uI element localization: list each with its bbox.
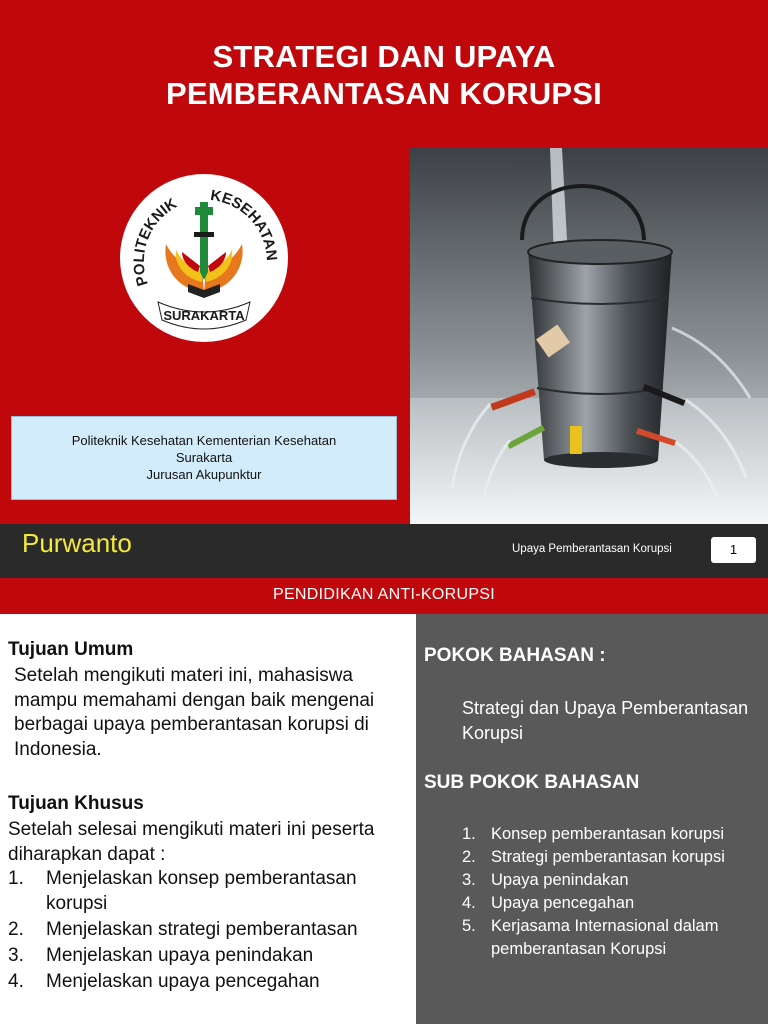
list-item-text: Menjelaskan konsep pemberantasan korupsi <box>46 868 357 914</box>
list-item-number: 2. <box>462 848 476 866</box>
list-item-number: 5. <box>462 917 476 935</box>
general-objective-heading: Tujuan Umum <box>8 639 134 660</box>
specific-objective-text: Setelah selesai mengikuti materi ini peserta diharapkan dapat : <box>8 819 375 865</box>
list-item <box>462 915 762 961</box>
slide-title <box>0 38 768 112</box>
list-item-number: 4. <box>8 970 24 992</box>
list-item <box>8 970 408 995</box>
title-line-2: PEMBERANTASAN KORUPSI <box>166 76 602 111</box>
list-item-text: Menjelaskan upaya penindakan <box>46 944 314 966</box>
list-item-number: 2. <box>8 918 24 940</box>
leaking-bucket-photo <box>410 148 768 524</box>
subtopic-heading: SUB POKOK BAHASAN <box>424 772 640 793</box>
info-line-2: Surakarta <box>175 450 233 465</box>
main-topic-heading: POKOK BAHASAN : <box>424 645 606 666</box>
list-item-number: 3. <box>462 871 476 889</box>
subtopic-list <box>462 823 762 961</box>
list-item-text: Strategi pemberantasan korupsi <box>491 848 725 866</box>
list-item <box>8 867 408 916</box>
list-item-number: 1. <box>462 825 476 843</box>
list-item-number: 3. <box>8 944 24 966</box>
topics-panel <box>416 614 768 1024</box>
specific-objective-heading: Tujuan Khusus <box>8 793 144 814</box>
institution-logo <box>118 172 290 344</box>
logo-arc-text-left: POLITEKNIK <box>130 195 180 288</box>
leaking-bucket-icon <box>410 148 768 524</box>
list-item-text: Menjelaskan upaya pencegahan <box>46 970 320 992</box>
list-item <box>462 846 762 869</box>
list-item-text: Konsep pemberantasan korupsi <box>491 825 724 843</box>
logo-banner-text: SURAKARTA <box>163 308 245 323</box>
list-item <box>8 918 408 943</box>
logo-arc-text-right: KESEHATAN <box>209 186 280 262</box>
footer-caption: Upaya Pemberantasan Korupsi <box>512 543 672 555</box>
section-band-title: PENDIDIKAN ANTI-KORUPSI <box>272 586 496 603</box>
list-item-text: Upaya pencegahan <box>491 894 635 912</box>
page-number: 1 <box>711 537 756 563</box>
list-item <box>462 869 762 892</box>
info-line-1: Politeknik Kesehatan Kementerian Kesehatan <box>71 433 337 448</box>
institution-info-box <box>11 416 397 500</box>
main-topic-text: Strategi dan Upaya Pemberantasan Korupsi <box>462 698 749 743</box>
list-item-text: Menjelaskan strategi pemberantasan <box>46 918 358 940</box>
list-item-number: 4. <box>462 894 476 912</box>
list-item <box>8 944 408 969</box>
list-item <box>462 823 762 846</box>
list-item-text: Kerjasama Internasional dalam pemberantasan Korupsi <box>491 917 719 958</box>
author-name: Purwanto <box>22 528 132 558</box>
general-objective-text: Setelah mengikuti materi ini, mahasiswa mampu memahami dengan baik mengenai berbagai upaya pemberantasan korupsi di Indonesia. <box>14 665 375 760</box>
specific-objective-list <box>8 867 408 996</box>
list-item-number: 1. <box>8 868 24 889</box>
title-line-1: STRATEGI DAN UPAYA <box>212 39 556 74</box>
list-item <box>462 892 762 915</box>
list-item-text: Upaya penindakan <box>491 871 629 889</box>
info-line-3: Jurusan Akupunktur <box>146 467 262 482</box>
